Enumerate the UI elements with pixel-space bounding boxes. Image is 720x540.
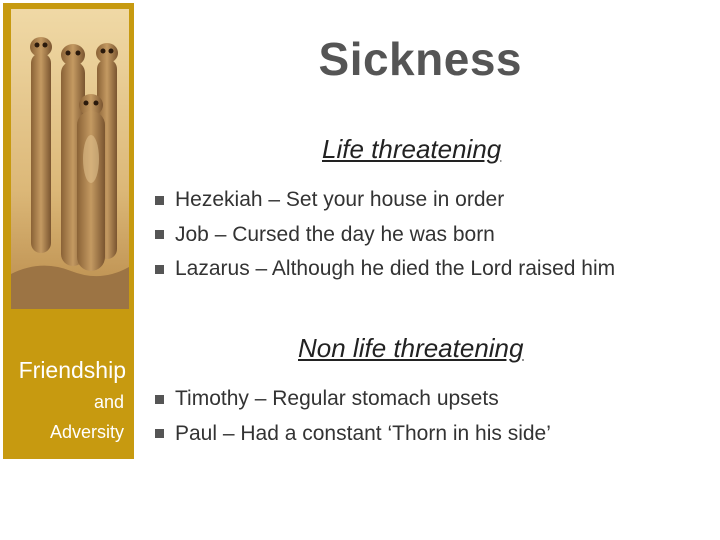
bullet-list-life-threatening <box>153 183 615 287</box>
section-heading-life-threatening: Life threatening <box>322 134 502 164</box>
list-item <box>153 252 615 287</box>
square-bullet-icon <box>155 196 164 205</box>
list-item-text: Timothy – Regular stomach upsets <box>175 387 499 411</box>
slide-title-text: Sickness <box>318 33 522 85</box>
list-item <box>153 183 615 218</box>
bullet-list-non-life-threatening <box>153 382 551 451</box>
meerkats-illustration <box>11 9 129 309</box>
list-item <box>153 417 551 452</box>
list-item-text: Hezekiah – Set your house in order <box>175 188 505 212</box>
sidebar-panel <box>3 3 134 459</box>
list-item <box>153 218 615 253</box>
sidebar-subtitle-line1: and <box>93 392 124 412</box>
square-bullet-icon <box>155 230 164 239</box>
sidebar-subtitle-line2: Adversity <box>49 422 124 442</box>
list-item <box>153 382 551 417</box>
meerkats-photo <box>11 9 129 309</box>
square-bullet-icon <box>155 429 164 438</box>
list-item-text: Paul – Had a constant ‘Thorn in his side’ <box>175 421 551 445</box>
list-item-text: Job – Cursed the day he was born <box>175 222 495 246</box>
list-item-text: Lazarus – Although he died the Lord raised him <box>175 257 616 281</box>
sidebar-title: Friendship <box>18 357 126 383</box>
slide-title <box>150 32 698 86</box>
square-bullet-icon <box>155 265 164 274</box>
square-bullet-icon <box>155 395 164 404</box>
section-heading-non-life-threatening: Non life threatening <box>298 333 524 363</box>
